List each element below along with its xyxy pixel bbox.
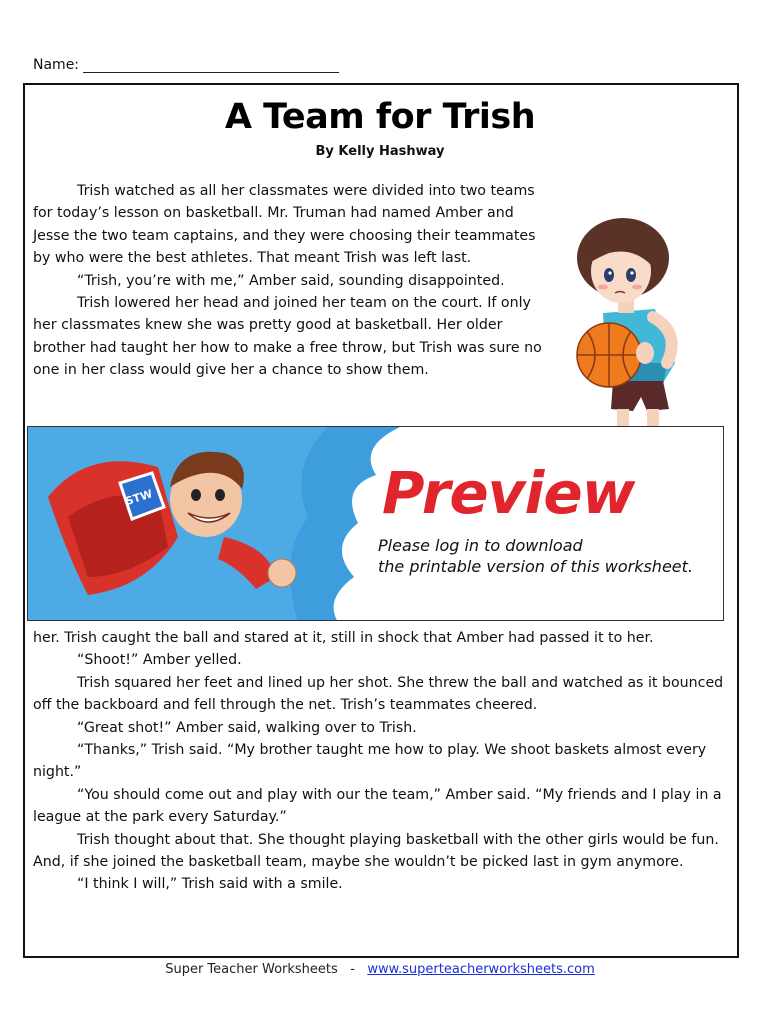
name-field-row [33,57,339,73]
story-paragraph: “You should come out and play with our the team,” Amber said. “My friends and I play in a league at the park every Saturday.” [33,786,722,826]
story-paragraph: Trish squared her feet and lined up her shot. She threw the ball and watched as it bounced off the backboard and fell through the net. Trish’s teammates cheered. [33,674,724,714]
story-paragraph: “Trish, you’re with me,” Amber said, sounding disappointed. [77,272,505,289]
footer-website-link[interactable]: www.superteacherworksheets.com [367,962,595,977]
story-paragraph: “Thanks,” Trish said. “My brother taught me how to play. We shoot baskets almost every night.” [33,742,707,781]
story-paragraph: Trish watched as all her classmates were divided into two teams for today’s lesson on basketball. Mr. Truman had named Amber and Jesse the two team captains, and they were choosing their teammates by who were the best athletes. That meant Trish was left last. [33,183,536,267]
story-top-section [33,180,543,382]
story-paragraph: Trish thought about that. She thought playing basketball with the other girls would be fun. And, if she joined the basketball team, maybe she wouldn’t be picked last in gym anymore. [33,831,719,871]
preview-heading: Preview [382,459,635,527]
story-paragraph: “Great shot!” Amber said, walking over to Trish. [77,719,417,736]
story-byline: By Kelly Hashway [315,144,445,159]
story-bottom-section [33,627,733,896]
preview-message-line2: the printable version of this worksheet. [378,557,693,576]
story-paragraph: “Shoot!” Amber yelled. [77,652,242,669]
preview-login-message[interactable] [378,535,693,577]
preview-banner[interactable] [27,426,724,621]
story-paragraph: “I think I will,” Trish said with a smile. [77,876,343,893]
name-blank-line[interactable] [83,58,339,73]
footer-brand: Super Teacher Worksheets [165,962,338,977]
girl-basketball-illustration [563,213,703,427]
page-footer [0,962,760,977]
story-paragraph: Trish lowered her head and joined her team on the court. If only her classmates knew she was pretty good at basketball. Her older brother had taught her how to make a free throw, but Trish was sure no one in her class would give her a chance to show them. [33,295,542,379]
mascot-badge-text: STW [123,487,155,509]
footer-separator: - [350,962,355,977]
story-title: A Team for Trish [224,97,536,137]
preview-message-line1: Please log in to download [378,536,583,555]
story-paragraph-fragment: her. Trish caught the ball and stared at it, still in shock that Amber had passed it to her. [33,630,654,646]
name-label: Name: [33,57,80,73]
